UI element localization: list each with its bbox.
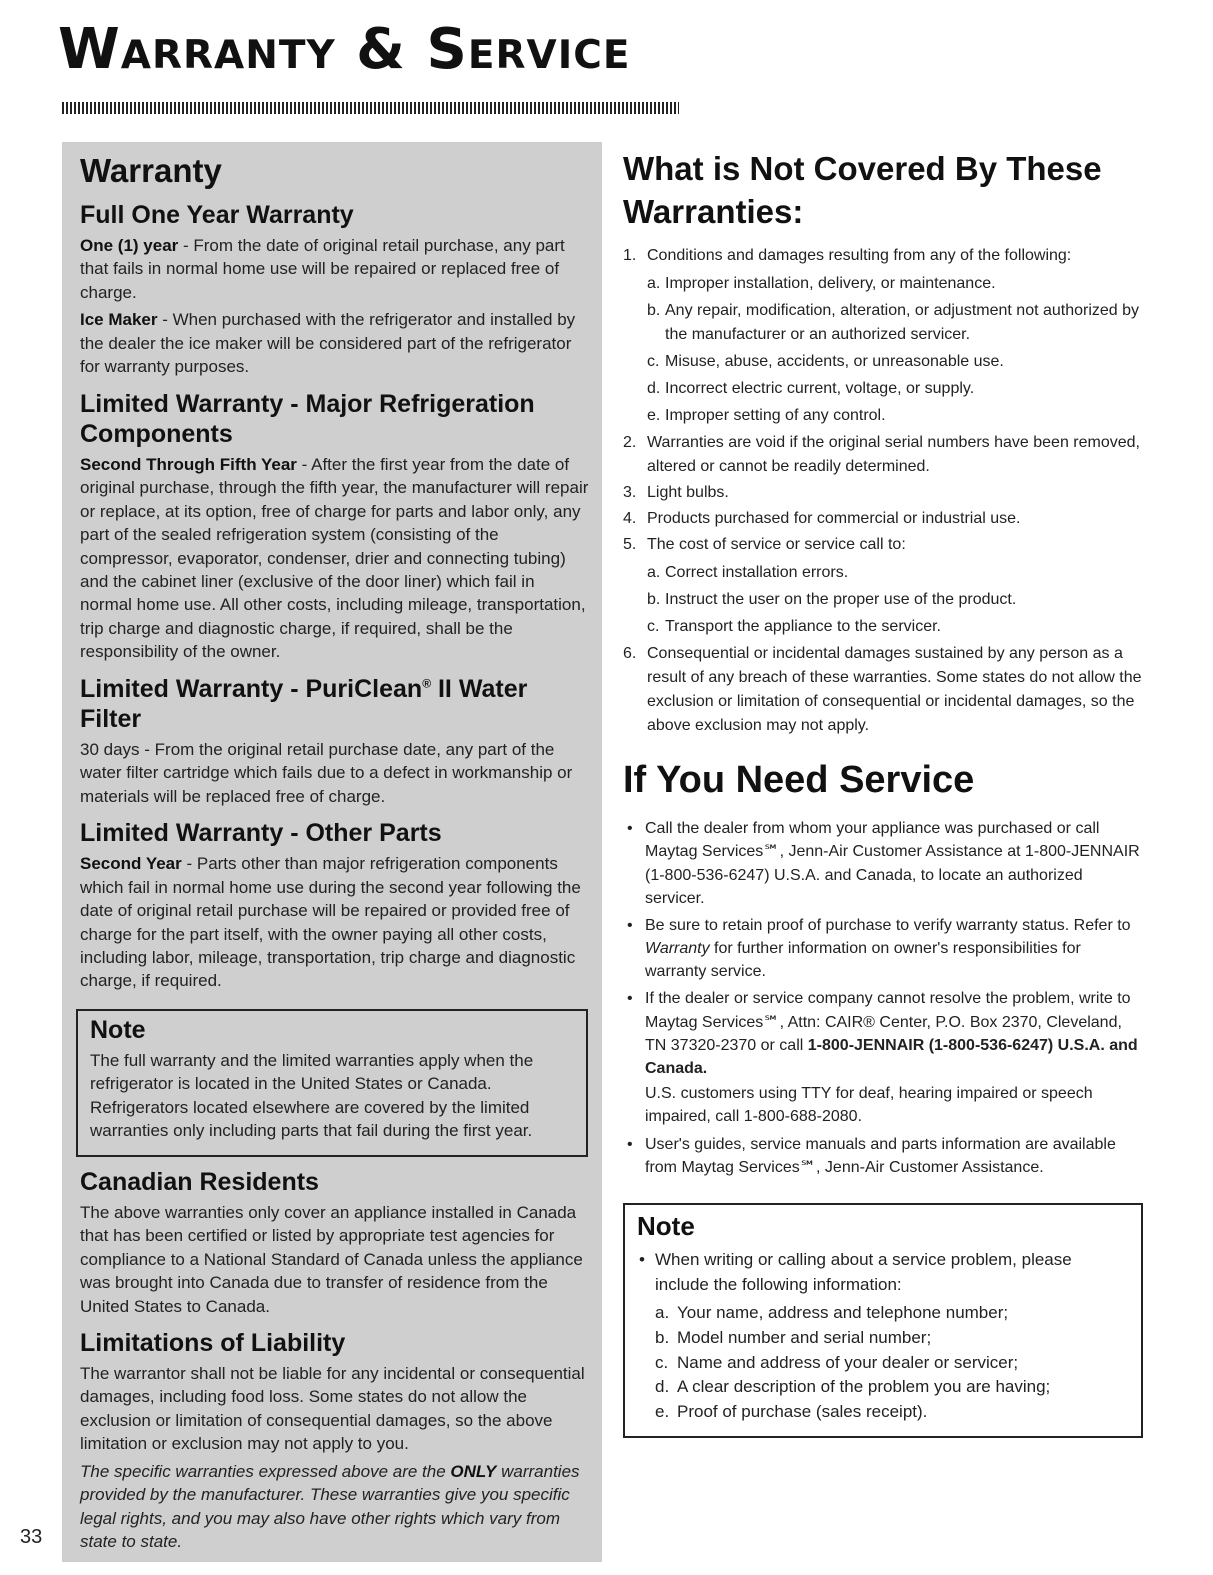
limitations-italic-paragraph: The specific warranties expressed above are the ONLY warranties provided by the manufacturer. These warranties give you specific legal rights, and you may also have other rights which vary from state to state.: [80, 1461, 580, 1552]
right-note-item: b. Model number and serial number;: [655, 1327, 932, 1347]
other-parts-heading: Limited Warranty - Other Parts: [80, 819, 442, 848]
left-note-box: [76, 1009, 588, 1157]
not-covered-subitem: c. Transport the appliance to the servicer.: [647, 617, 941, 635]
not-covered-subitem: d. Incorrect electric current, voltage, or supply.: [647, 379, 975, 397]
right-note-item: e. Proof of purchase (sales receipt).: [655, 1401, 928, 1421]
canadian-residents-paragraph: The above warranties only cover an appliance installed in Canada that has been certified or listed by appropriate test agencies for compliance to a National Standard of Canada unless the appliance was brought into Canada due to transfer of residence from the United States to Canada.: [80, 1202, 583, 1316]
page-title: Warranty & Service: [58, 17, 631, 82]
warranty-heading: Warranty: [80, 152, 222, 189]
not-covered-subitem: c. Misuse, abuse, accidents, or unreasonable use.: [647, 352, 1004, 370]
not-covered-item: 5. The cost of service or service call to: a. Correct installation errors. b. Instruct the user on the proper use of the product. c. Transport the appliance to the servicer.: [623, 533, 1143, 639]
service-item: • Be sure to retain proof of purchase to verify warranty status. Refer to Warranty for further information on owner's responsibilities for warranty service.: [623, 914, 1143, 984]
major-refrigeration-paragraph: Second Through Fifth Year - After the first year from the date of original purchase, through the fifth year, the manufacturer will repair or replace, at its option, free of charge for parts and labor only, any part of the sealed refrigeration system (consisting of the compressor, evaporator, condenser, drier and connecting tubing) and the cabinet liner (exclusive of the door liner) which fail in normal home use. All other costs, including mileage, transportation, trip charge and diagnostic charge, if required, shall be the responsibility of the owner.: [80, 454, 589, 662]
ice-maker-paragraph: Ice Maker - When purchased with the refrigerator and installed by the dealer the ice maker will be considered part of the refrigerator for warranty purposes.: [80, 310, 576, 377]
not-covered-item: 1. Conditions and damages resulting from any of the following: a. Improper installation, delivery, or maintenance. b. Any repair, modification, alteration, or adjustment not authorized by the manufacturer or an authorized servicer. c. Misuse, abuse, accidents, or unreasonable use. d. Incorrect electric current, voltage, or supply. e. Improper setting of any control.: [623, 244, 1143, 428]
not-covered-subitem: e. Improper setting of any control.: [647, 406, 886, 424]
not-covered-item: 3. Light bulbs.: [623, 483, 729, 501]
left-note-text: The full warranty and the limited warranties apply when the refrigerator is located in the United States or Canada. Refrigerators located elsewhere are covered by the limited warranties only including parts that fail during the first year.: [90, 1050, 534, 1141]
not-covered-item: 4. Products purchased for commercial or industrial use.: [623, 509, 1021, 527]
right-note-item: d. A clear description of the problem you are having;: [655, 1377, 1051, 1397]
left-note-heading: Note: [90, 1015, 146, 1044]
limitations-paragraph: The warrantor shall not be liable for any incidental or consequential damages, including food loss. Some states do not allow the exclusion or limitation of consequential damages, so the above limitation or exclusion may not apply to you.: [80, 1363, 585, 1454]
major-refrigeration-heading: Limited Warranty - Major Refrigeration Components: [80, 389, 535, 448]
not-covered-subitem: a. Correct installation errors.: [647, 563, 849, 581]
service-heading: If You Need Service: [623, 758, 975, 801]
puriclean-paragraph: 30 days - From the original retail purchase date, any part of the water filter cartridge which fails due to a defect in workmanship or materials will be replaced free of charge.: [80, 739, 573, 806]
service-item: • User's guides, service manuals and parts information are available from Maytag Services℠, Jenn-Air Customer Assistance.: [623, 1133, 1143, 1179]
not-covered-item: 6. Consequential or incidental damages sustained by any person as a result of any breach of these warranties. Some states do not allow the exclusion or limitation of consequential or incidental damages, so the above exclusion may not apply.: [623, 644, 1142, 734]
full-one-year-heading: Full One Year Warranty: [80, 201, 354, 229]
service-list: [623, 817, 1143, 1179]
puriclean-heading: Limited Warranty - PuriClean® II Water Filter: [80, 674, 528, 733]
not-covered-item: 2. Warranties are void if the original serial numbers have been removed, altered or cannot be readily determined.: [623, 433, 1140, 475]
warranty-panel: [62, 142, 602, 1562]
right-column: [623, 148, 1143, 1438]
right-note-intro: • When writing or calling about a service problem, please include the following information: a. Your name, address and telephone number; b. Model number and serial number; c. Name and address of your dealer or servicer; d. A clear description of the problem you are having; e. Proof of purchase (sales receipt).: [637, 1248, 1127, 1424]
right-note-heading: Note: [637, 1210, 695, 1241]
page-number: 33: [20, 1526, 43, 1548]
canadian-residents-heading: Canadian Residents: [80, 1167, 319, 1196]
right-note-box: [623, 1203, 1143, 1438]
service-item: • Call the dealer from whom your appliance was purchased or call Maytag Services℠, Jenn-Air Customer Assistance at 1-800-JENNAIR (1-800-536-6247) U.S.A. and Canada, to locate an authorized servicer.: [623, 817, 1143, 910]
not-covered-subitem: b. Instruct the user on the proper use of the product.: [647, 590, 1017, 608]
not-covered-heading: What is Not Covered By These Warranties:: [623, 150, 1102, 230]
service-item: • If the dealer or service company cannot resolve the problem, write to Maytag Services℠, Attn: CAIR® Center, P.O. Box 2370, Cleveland, TN 37320-2370 or call 1-800-JENNAIR (1-800-536-6247) U.S.A. and Canada. U.S. customers using TTY for deaf, hearing impaired or speech impaired, call 1-800-688-2080.: [623, 987, 1143, 1128]
title-rule: [62, 102, 679, 114]
not-covered-list: [623, 244, 1143, 738]
right-note-item: c. Name and address of your dealer or servicer;: [655, 1352, 1019, 1372]
not-covered-subitem: b. Any repair, modification, alteration, or adjustment not authorized by the manufacturer or an authorized servicer.: [647, 301, 1140, 343]
other-parts-paragraph: Second Year - Parts other than major refrigeration components which fail in normal home use during the second year following the date of original retail purchase will be repaired or provided free of charge for the part itself, with the owner paying all other costs, including labor, mileage, transportation, trip charge and diagnostic charge, if required.: [80, 854, 581, 991]
limitations-heading: Limitations of Liability: [80, 1328, 346, 1357]
one-year-paragraph: One (1) year - From the date of original retail purchase, any part that fails in normal home use will be repaired or replaced free of charge.: [80, 236, 565, 302]
not-covered-subitem: a. Improper installation, delivery, or maintenance.: [647, 274, 996, 292]
right-note-item: a. Your name, address and telephone number;: [655, 1303, 1009, 1323]
